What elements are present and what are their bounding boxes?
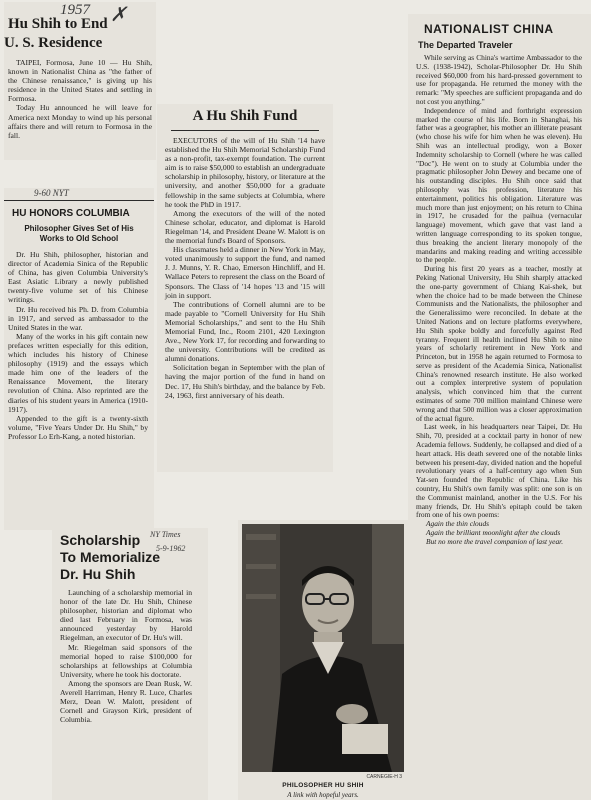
paragraph: EXECUTORS of the will of Hu Shih '14 have established the Hu Shih Memorial Scholarship Fund as a non-profit, tax-exempt foundation. The current aim is to raise $50,000 to establish an undergraduate scholarship in philosophy, history, or literature at the university, and another $50,000 for a graduate fellowship in the same subjects at Columbia, where he took the PhD in 1917.: [165, 136, 325, 209]
clip1-body: [8, 58, 152, 140]
clip2-body: [8, 250, 148, 441]
portrait-image: [242, 524, 404, 772]
portrait-photo: [242, 524, 404, 772]
paragraph: Independence of mind and forthright expression marked the course of his life. Born in Shanghai, his father was a geographer, his mother an illiterate peasant (who chose his wife for him when he was eleven). Hu Shih was an intellectual prodigy, won a Boxer Indemnity scholarship to Cornell (where he was called "Doc"). He went on to study at Columbia under the pragmatic philosopher John Dewey and became one of his outstanding disciples. Hu Shih once said that philosophy was his profession, literature his entertainment, politics his obligation. Literature was much more than just enjoyment; on his return to China in 1917, he crusaded for the paihua (vernacular language) movement, which gave that vast land a written language corresponding to its spoken tongue, thus breaking the ancient literary monopoly of the mandarins and making reading and writing accessible to the people.: [416, 105, 582, 265]
paragraph: During his first 20 years as a teacher, mostly at Peking National University, Hu Shih sharply attacked the one-party government of Chiang Kai-shek, but when the choice had to be made between the Chinese Communists and the Nationalists, the philosopher and the Generalissimo were reconciled. In debate at the United Nations and on lecture platforms everywhere, Hu Shih spoke boldly and forcefully against Red tyranny. Frequent ill health inclined Hu Shih to nine years of scholarly retirement in New York and Princeton, but in 1958 he again returned to Formosa to serve as president of the Academia Sinica, Nationalist China's renowned research institute. He also worked out a complex interpretive system of population analysis, which convinced him that the current estimates of some 700 million mainland Chinese were wrong and that 500 million was a closer approximation of the actual figure.: [416, 264, 582, 423]
poem-line: But no more the travel companion of last year.: [426, 536, 564, 546]
paragraph: Dr. Hu Shih, philosopher, historian and director of Academia Sinica of the Republic of China, has given Columbia University's East Asiatic Library a newly published twenty-five volume set of his Chinese writings.: [8, 250, 148, 305]
photo-caption: PHILOSOPHER HU SHIH: [282, 782, 364, 789]
paragraph: The contributions of Cornell alumni are to be made payable to "Cornell University for Hu Shih Memorial Scholarships," and sent to the Hu Shih Memorial Fund, Inc., Room 2101, 420 Lexington Ave., New York 17, for recording and forwarding to the university. Contributions will be credited as alumni donations.: [165, 299, 325, 364]
photo-credit: CARNEGIE-H 3: [366, 774, 402, 780]
paragraph: While serving as China's wartime Ambassador to the U.S. (1938-1942), Scholar-Philosopher Dr. Hu Shih received $60,000 from his hard-pressed government to use for propaganda. He returned the money with the remark: "My speeches are sufficient propaganda and do not cost you anything.": [416, 53, 582, 106]
handwritten-year: 1957: [60, 2, 90, 18]
paragraph: Solicitation began in September with the plan of having the major portion of the fund in hand on Dec. 17, Hu Shih's birthday, and the balance by Feb. 24, 1963, first anniversary of his death.: [165, 363, 325, 400]
clip4-body: [60, 588, 192, 724]
paragraph: TAIPEI, Formosa, June 10 — Hu Shih, known in Nationalist China as "the father of the Chinese renaissance," is giving up his residence in the United States and settling in Formosa.: [8, 58, 152, 104]
clip-a-hu-shih-fund: [157, 104, 333, 472]
paragraph: Mr. Riegelman said sponsors of the memorial hoped to raise $100,000 for scholarships at fellowships at Columbia University, where he took his doctorate.: [60, 642, 192, 679]
handwritten-date: 5-9-1962: [156, 544, 186, 553]
clip-scholarship-to-memorialize: [52, 528, 208, 800]
subhead: Philosopher Gives Set of His Works to Old School: [24, 224, 134, 243]
paragraph: Dr. Hu received his Ph. D. from Columbia in 1917, and served as ambassador to the United States in the war.: [8, 304, 148, 332]
section-title: NATIONALIST CHINA: [424, 22, 554, 36]
clip3-body: [165, 136, 325, 400]
handwritten-source: NY Times: [150, 530, 181, 539]
clip5-body: [416, 54, 582, 547]
paragraph: Last week, in his headquarters near Taipei, Dr. Hu Shih, 70, presided at a cocktail party in honor of new Academia fellows. Suddenly, he collapsed and died of a heart attack. His death severed one of the notable links between his present-day, divided nation and the hopeful revolutionary years of a half-century ago when Sun Yat-sen founded the Republic of China. Like his country, Hu Shih's own family was split: one son is on the Communist mainland, another in the U.S. For his many friends, Dr. Hu Shih's epitaph could be taken from one of his own poems:: [416, 422, 582, 520]
clip-hu-honors-columbia: [4, 188, 154, 530]
poem-line: Again the thin clouds: [426, 519, 490, 529]
photo-caption-sub: A link with hopeful years.: [287, 791, 359, 799]
headline-line-2: U. S. Residence: [4, 35, 103, 51]
paragraph: Many of the works in his gift contain new prefaces written especially for this edition, which includes his history of Chinese philosophy (1919) and the essays which made him one of the leaders of the Renaissance Movement, the literary revolution of China. Also reprinted are the diaries of his student years in America (1910-1917).: [8, 331, 148, 414]
paragraph: Launching of a scholarship memorial in honor of the late Dr. Hu Shih, Chinese philosopher, historian and diplomat who died last February in Formosa, was announced yesterday by Harold Riegelman, an executor of Dr. Hu's will.: [60, 588, 192, 643]
divider: [171, 130, 319, 131]
headline: A Hu Shih Fund: [192, 108, 298, 124]
headline-line-2: To Memorialize: [60, 549, 161, 565]
paragraph: Among the sponsors are Dean Rusk, W. Averell Harriman, Henry R. Luce, Charles Merz, Dean W. Malott, president of Cornell and Grayson Kirk, president of Columbia.: [60, 678, 192, 725]
clip-photo: [238, 520, 408, 800]
poem-line: Again the brilliant moonlight after the clouds: [426, 528, 561, 538]
headline-line-3: Dr. Hu Shih: [60, 566, 136, 582]
headline-line-1: Scholarship: [60, 532, 141, 548]
paragraph: His classmates held a dinner in New York in May, voted unanimously to support the fund, and named J. J. Munns, Y. R. Chao, Emerson Hinchliff, and H. Wallace Peters to represent the class on the Board of Sponsors. The Class of '14 hopes '13 and '15 will join in support.: [165, 245, 325, 300]
handwritten-source: 9-60 NYT: [34, 188, 69, 198]
subsection-title: The Departed Traveler: [418, 40, 513, 50]
divider: [4, 200, 154, 201]
poem: [416, 520, 582, 546]
clip-departed-traveler: [408, 14, 591, 800]
paragraph: Among the executors of the will of the noted Chinese scholar, educator, and diplomat is Harold Riegelman '14, and President Deane W. Malott is on the memorial fund's Board of Sponsors.: [165, 208, 325, 246]
paragraph: Today Hu announced he will leave for America next Monday to wind up his personal affairs there and will return to Formosa in the fall.: [8, 103, 152, 140]
headline-line-1: Hu Shih to End: [8, 16, 108, 32]
headline: HU HONORS COLUMBIA: [12, 208, 130, 219]
paragraph: Appended to the gift is a twenty-sixth volume, "Five Years Under Dr. Hu Shih," by Professor Lo Erh-Kang, a noted historian.: [8, 413, 148, 441]
close-x-icon: ✗: [110, 4, 127, 26]
clip-hu-shih-to-end-residence: [4, 2, 156, 160]
